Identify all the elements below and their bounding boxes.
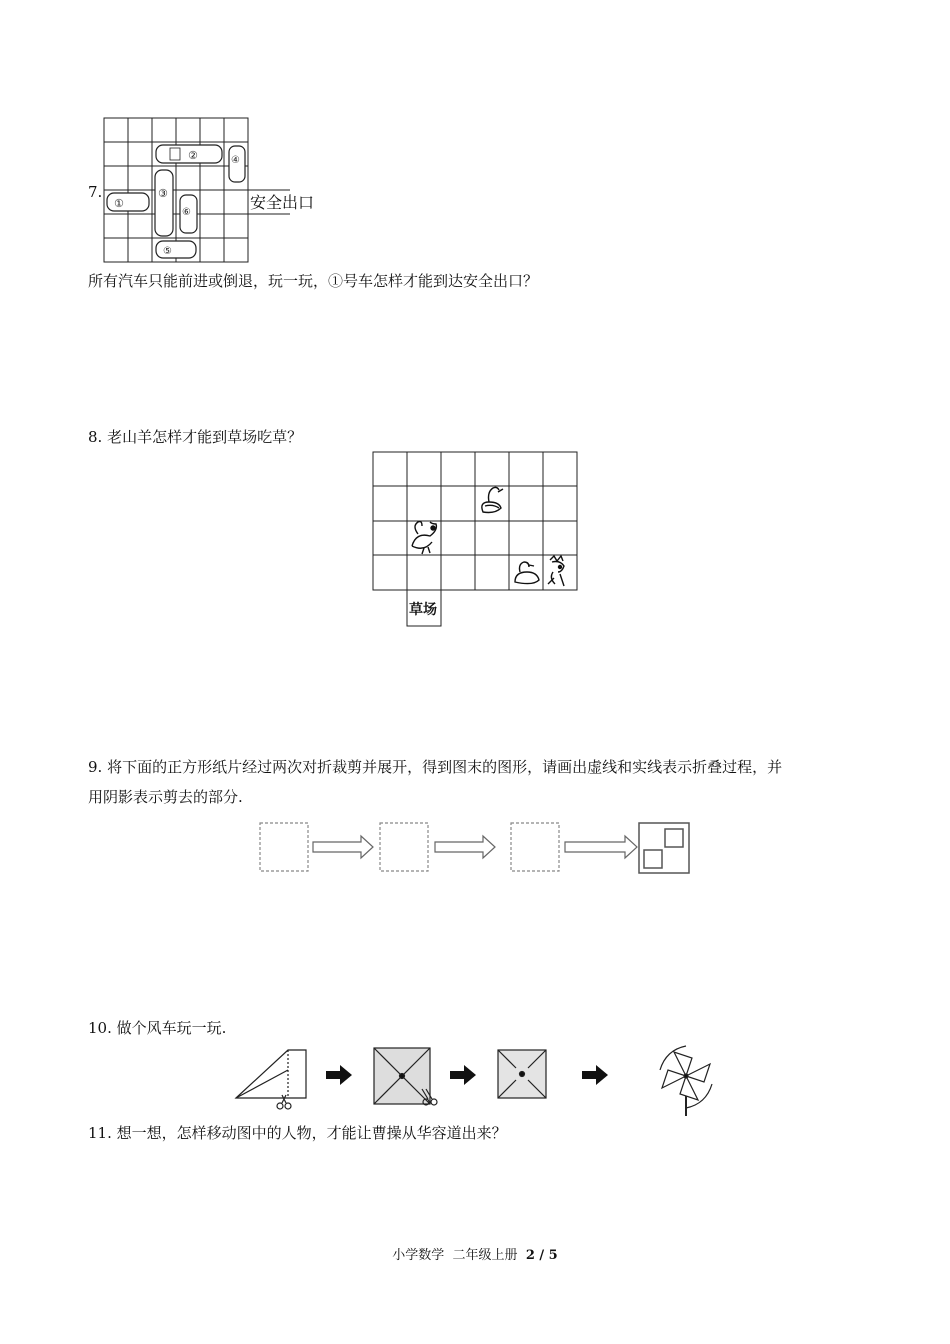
footer-label: 小学数学 二年级上册 [392, 1248, 526, 1263]
car-4-label: ④ [231, 155, 240, 166]
arrow-3-icon [565, 836, 637, 858]
square-step-1 [260, 823, 308, 871]
car-2 [156, 145, 222, 163]
car-1 [107, 193, 149, 211]
square-step-2 [380, 823, 428, 871]
square-step-3 [511, 823, 559, 871]
car-5 [156, 241, 196, 258]
fold-step-2 [374, 1048, 430, 1104]
arrow-2-icon [435, 836, 495, 858]
grass-label: 草场 [409, 602, 437, 618]
q7-parking-figure [100, 115, 340, 265]
car-1-label: ① [114, 197, 124, 210]
car-5-label: ⑤ [163, 246, 172, 257]
page-footer [0, 1246, 950, 1266]
car-3-label: ③ [158, 187, 168, 200]
q9-folding-figure [255, 818, 700, 878]
arrow-1-icon [313, 836, 373, 858]
car-4 [229, 146, 245, 182]
q7-exit-label: 安全出口 [250, 193, 315, 212]
arrow-b-icon [450, 1065, 476, 1085]
rooster-icon [412, 522, 436, 555]
q8-grid-figure [370, 450, 582, 630]
fold-step-1 [236, 1050, 306, 1098]
q10-pinwheel-figure [230, 1040, 730, 1120]
q7-question: 所有汽车只能前进或倒退，玩一玩，①号车怎样才能到达安全出口？ [88, 272, 539, 290]
q10-question: 10. 做个风车玩一玩. [88, 1019, 227, 1037]
q7-number: 7. [88, 183, 103, 201]
arrow-c-icon [582, 1065, 608, 1085]
arrow-a-icon [326, 1065, 352, 1085]
pinwheel-icon [660, 1046, 712, 1116]
q11-question: 11. 想一想，怎样移动图中的人物，才能让曹操从华容道出来？ [88, 1124, 507, 1142]
car-2-label: ② [188, 149, 198, 162]
car-6-label: ⑥ [182, 207, 191, 218]
duck-icon [515, 562, 539, 584]
q8-question: 8. 老山羊怎样才能到草场吃草？ [88, 428, 303, 446]
car-3 [155, 170, 173, 236]
q7-grid [104, 118, 290, 262]
q9-question-line2: 用阴影表示剪去的部分. [88, 788, 243, 806]
goose-icon [482, 487, 503, 512]
goat-icon [548, 556, 564, 586]
fold-step-3 [498, 1050, 546, 1098]
q8-grid [373, 452, 577, 626]
car-6 [180, 195, 197, 233]
page-number: 2 / 5 [525, 1248, 558, 1263]
q9-question-line1: 9. 将下面的正方形纸片经过两次对折裁剪并展开，得到图末的图形，请画出虚线和实线表示折叠过程，并 [88, 758, 783, 776]
result-square [639, 823, 689, 873]
